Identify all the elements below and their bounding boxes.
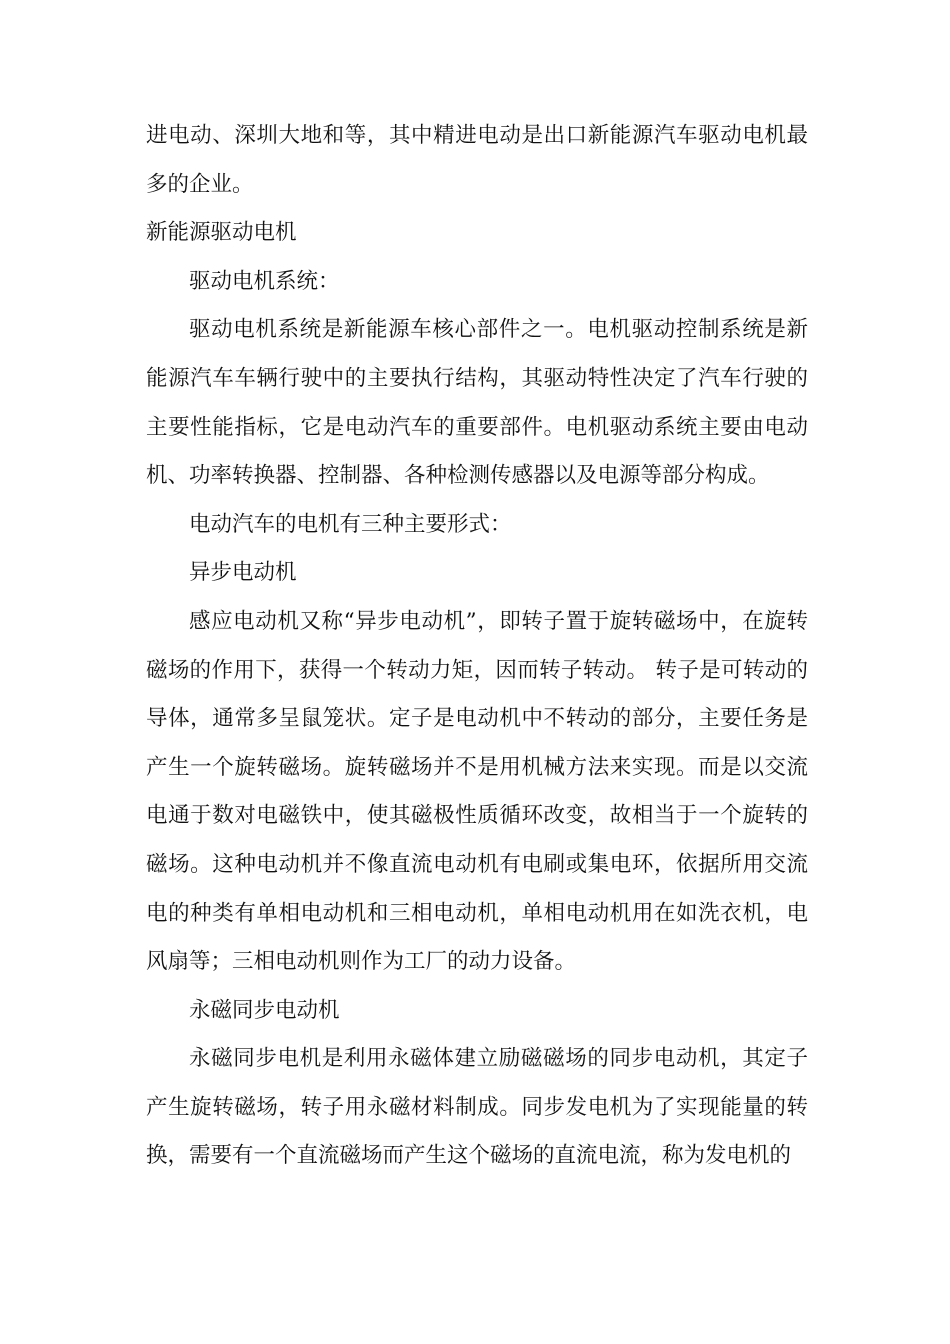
subheading-async-motor: 异步电动机 bbox=[189, 560, 297, 586]
paragraph-drive-system: 驱动电机系统是新能源车核心部件之一。电机驱动控制系统是新能源汽车车辆行驶中的主要执行结构，其驱动特性决定了汽车行驶的主要性能指标，它是电动汽车的重要部件。电机驱动系统主要由电动机、功率转换器、控制器、各种检测传感器以及电源等部分构成。 bbox=[146, 317, 808, 489]
document-body bbox=[146, 112, 808, 1181]
subheading-drive-system: 驱动电机系统： bbox=[189, 268, 340, 294]
subheading-pmsm: 永磁同步电动机 bbox=[189, 997, 340, 1023]
paragraph-pmsm: 永磁同步电机是利用永磁体建立励磁磁场的同步电动机，其定子产生旋转磁场，转子用永磁材料制成。同步发电机为了实现能量的转换，需要有一个直流磁场而产生这个磁场的直流电流，称为发电机的 bbox=[146, 1046, 808, 1169]
paragraph-async-motor: 感应电动机又称“异步电动机”，即转子置于旋转磁场中，在旋转磁场的作用下，获得一个转动力矩，因而转子转动。 转子是可转动的导体，通常多呈鼠笼状。定子是电动机中不转动的部分，主要任务是产生一个旋转磁场。旋转磁场并不是用机械方法来实现。而是以交流电通于数对电磁铁中，使其磁极性质循环改变，故相当于一个旋转的磁场。这种电动机并不像直流电动机有电刷或集电环，依据所用交流电的种类有单相电动机和三相电动机，单相电动机用在如洗衣机，电风扇等；三相电动机则作为工厂的动力设备。 bbox=[146, 608, 808, 975]
section-heading: 新能源驱动电机 bbox=[146, 220, 297, 246]
paragraph-motor-forms: 电动汽车的电机有三种主要形式： bbox=[189, 511, 512, 537]
paragraph-continuation: 进电动、深圳大地和等，其中精进电动是出口新能源汽车驱动电机最多的企业。 bbox=[146, 123, 808, 197]
